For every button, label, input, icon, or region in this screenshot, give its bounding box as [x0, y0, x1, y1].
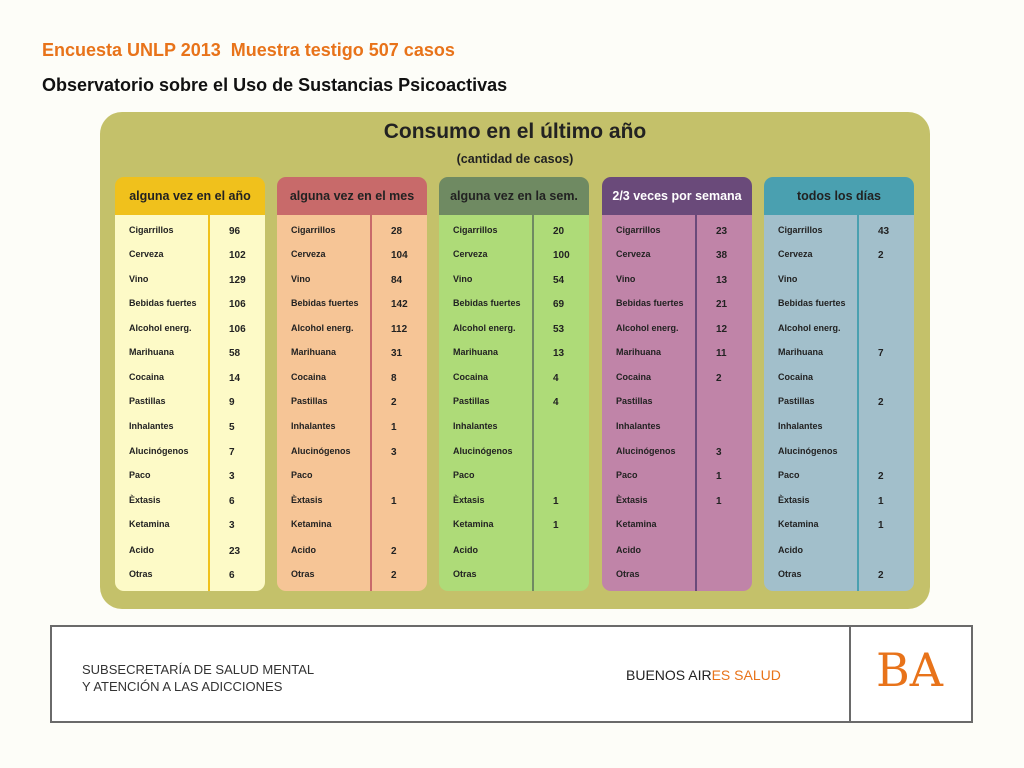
substance-row: [277, 491, 427, 511]
frequency-column: [115, 177, 265, 591]
substance-row: [115, 245, 265, 265]
case-count: 1: [553, 520, 559, 531]
case-count: 14: [229, 373, 241, 384]
substance-row: [602, 466, 752, 486]
substance-name: Alcohol energ.: [616, 323, 679, 333]
substance-row: [115, 221, 265, 241]
substance-row: [115, 294, 265, 314]
substance-name: Cocaina: [453, 372, 489, 382]
case-count: 1: [391, 422, 397, 433]
case-count: 1: [716, 471, 722, 482]
footer-brand: [626, 667, 781, 683]
substance-name: Ketamina: [778, 519, 819, 529]
case-count: 5: [229, 422, 235, 433]
substance-name: Ketamina: [616, 519, 657, 529]
frequency-column: [602, 177, 752, 591]
substance-name: Marihuana: [129, 347, 175, 357]
substance-name: Èxtasis: [778, 495, 810, 505]
case-count: 96: [229, 226, 241, 237]
case-count: 100: [553, 250, 570, 261]
substance-name: Ketamina: [291, 519, 332, 529]
case-count: 54: [553, 275, 565, 286]
case-count: 8: [391, 373, 397, 384]
substance-row: [602, 565, 752, 585]
substance-name: Paco: [616, 470, 638, 480]
case-count: 38: [716, 250, 728, 261]
substance-name: Acido: [453, 545, 479, 555]
case-count: 2: [391, 570, 397, 581]
case-count: 129: [229, 275, 246, 286]
substance-row: [277, 221, 427, 241]
substance-name: Cigarrillos: [616, 225, 661, 235]
substance-row: [764, 541, 914, 561]
substance-name: Acido: [616, 545, 642, 555]
substance-name: Pastillas: [616, 396, 653, 406]
substance-name: Inhalantes: [778, 421, 823, 431]
substance-name: Alcohol energ.: [778, 323, 841, 333]
column-body: [602, 215, 752, 591]
footer-org-line2: Y ATENCIÓN A LAS ADICCIONES: [82, 679, 283, 694]
substance-row: [277, 392, 427, 412]
case-count: 3: [391, 447, 397, 458]
substance-name: Inhalantes: [616, 421, 661, 431]
substance-row: [115, 541, 265, 561]
substance-name: Vino: [291, 274, 311, 284]
substance-name: Acido: [778, 545, 804, 555]
substance-name: Paco: [453, 470, 475, 480]
substance-row: [764, 343, 914, 363]
substance-row: [764, 319, 914, 339]
case-count: 1: [878, 520, 884, 531]
substance-row: [439, 245, 589, 265]
substance-name: Èxtasis: [129, 495, 161, 505]
substance-name: Vino: [129, 274, 149, 284]
substance-row: [277, 245, 427, 265]
case-count: 9: [229, 397, 235, 408]
column-body: [115, 215, 265, 591]
substance-row: [764, 515, 914, 535]
substance-name: Paco: [778, 470, 800, 480]
case-count: 11: [716, 348, 727, 359]
substance-row: [764, 368, 914, 388]
substance-row: [115, 343, 265, 363]
substance-row: [439, 417, 589, 437]
substance-name: Cocaina: [778, 372, 814, 382]
substance-row: [439, 221, 589, 241]
substance-name: Alcohol energ.: [291, 323, 354, 333]
substance-name: Èxtasis: [291, 495, 323, 505]
column-body: [764, 215, 914, 591]
substance-row: [439, 368, 589, 388]
substance-name: Alucinógenos: [616, 446, 676, 456]
substance-name: Vino: [616, 274, 636, 284]
substance-row: [602, 294, 752, 314]
substance-row: [764, 417, 914, 437]
substance-name: Marihuana: [453, 347, 499, 357]
footer-org-line1: SUBSECRETARÍA DE SALUD MENTAL: [82, 662, 315, 677]
substance-row: [277, 294, 427, 314]
substance-name: Alucinógenos: [291, 446, 351, 456]
substance-row: [764, 294, 914, 314]
substance-row: [439, 466, 589, 486]
substance-name: Alucinógenos: [453, 446, 513, 456]
substance-name: Cerveza: [616, 249, 651, 259]
case-count: 2: [878, 471, 884, 482]
substance-name: Cocaina: [616, 372, 652, 382]
substance-row: [277, 319, 427, 339]
substance-row: [115, 466, 265, 486]
footer-banner: [50, 625, 973, 723]
substance-name: Otras: [453, 569, 477, 579]
substance-row: [277, 417, 427, 437]
substance-row: [439, 343, 589, 363]
column-header: todos los días: [764, 177, 914, 215]
case-count: 12: [716, 324, 728, 335]
substance-name: Bebidas fuertes: [291, 298, 359, 308]
substance-name: Acido: [291, 545, 317, 555]
footer-brand-part1: BUENOS AIR: [626, 667, 712, 683]
column-header: 2/3 veces por semana: [602, 177, 752, 215]
substance-name: Bebidas fuertes: [453, 298, 521, 308]
substance-name: Marihuana: [778, 347, 824, 357]
substance-name: Pastillas: [453, 396, 490, 406]
substance-name: Cocaina: [291, 372, 327, 382]
substance-row: [115, 515, 265, 535]
substance-row: [439, 270, 589, 290]
substance-name: Otras: [778, 569, 802, 579]
substance-name: Otras: [616, 569, 640, 579]
substance-row: [277, 442, 427, 462]
case-count: 43: [878, 226, 890, 237]
substance-name: Èxtasis: [453, 495, 485, 505]
substance-row: [764, 270, 914, 290]
footer-organization: [82, 661, 314, 695]
case-count: 102: [229, 250, 246, 261]
column-header: alguna vez en el año: [115, 177, 265, 215]
substance-row: [602, 270, 752, 290]
substance-name: Alcohol energ.: [453, 323, 516, 333]
substance-name: Vino: [453, 274, 473, 284]
substance-row: [277, 368, 427, 388]
case-count: 21: [716, 299, 728, 310]
column-header: alguna vez en el mes: [277, 177, 427, 215]
case-count: 6: [229, 570, 235, 581]
case-count: 3: [229, 520, 235, 531]
substance-row: [439, 541, 589, 561]
case-count: 142: [391, 299, 408, 310]
substance-row: [439, 442, 589, 462]
substance-name: Cerveza: [453, 249, 488, 259]
substance-row: [439, 392, 589, 412]
case-count: 1: [716, 496, 722, 507]
substance-row: [115, 392, 265, 412]
case-count: 13: [716, 275, 728, 286]
case-count: 84: [391, 275, 403, 286]
case-count: 3: [229, 471, 235, 482]
footer-brand-part2: ES SALUD: [711, 667, 781, 683]
frequency-column: [439, 177, 589, 591]
substance-name: Bebidas fuertes: [616, 298, 684, 308]
substance-row: [602, 343, 752, 363]
case-count: 7: [229, 447, 235, 458]
substance-name: Pastillas: [778, 396, 815, 406]
case-count: 20: [553, 226, 565, 237]
substance-row: [115, 270, 265, 290]
frequency-column: [764, 177, 914, 591]
case-count: 2: [716, 373, 722, 384]
page-subtitle: Observatorio sobre el Uso de Sustancias Psicoactivas: [42, 75, 508, 95]
case-count: 7: [878, 348, 884, 359]
substance-row: [115, 491, 265, 511]
substance-row: [602, 515, 752, 535]
column-header: alguna vez en la sem.: [439, 177, 589, 215]
case-count: 2: [391, 397, 397, 408]
consumption-board: [100, 112, 930, 609]
case-count: 112: [391, 324, 408, 335]
substance-name: Otras: [291, 569, 315, 579]
substance-row: [277, 466, 427, 486]
substance-row: [602, 491, 752, 511]
substance-name: Èxtasis: [616, 495, 648, 505]
substance-row: [764, 491, 914, 511]
substance-name: Cerveza: [129, 249, 164, 259]
substance-row: [764, 221, 914, 241]
substance-row: [439, 565, 589, 585]
column-body: [277, 215, 427, 591]
substance-row: [602, 245, 752, 265]
substance-row: [439, 515, 589, 535]
substance-name: Cigarrillos: [291, 225, 336, 235]
substance-row: [439, 491, 589, 511]
case-count: 2: [878, 397, 884, 408]
substance-name: Inhalantes: [453, 421, 498, 431]
substance-name: Alcohol energ.: [129, 323, 192, 333]
frequency-column: [277, 177, 427, 591]
case-count: 104: [391, 250, 408, 261]
case-count: 13: [553, 348, 565, 359]
substance-row: [439, 319, 589, 339]
substance-row: [602, 442, 752, 462]
case-count: 1: [391, 496, 397, 507]
substance-row: [602, 392, 752, 412]
case-count: 4: [553, 373, 559, 384]
substance-row: [602, 417, 752, 437]
substance-name: Inhalantes: [291, 421, 336, 431]
substance-row: [764, 245, 914, 265]
substance-name: Cigarrillos: [129, 225, 174, 235]
case-count: 23: [229, 546, 241, 557]
substance-name: Pastillas: [291, 396, 328, 406]
substance-row: [764, 442, 914, 462]
column-body: [439, 215, 589, 591]
substance-row: [277, 343, 427, 363]
case-count: 106: [229, 324, 246, 335]
case-count: 6: [229, 496, 235, 507]
case-count: 69: [553, 299, 565, 310]
substance-row: [602, 541, 752, 561]
substance-name: Cigarrillos: [453, 225, 498, 235]
case-count: 53: [553, 324, 565, 335]
substance-name: Alucinógenos: [778, 446, 838, 456]
case-count: 2: [878, 570, 884, 581]
substance-row: [764, 392, 914, 412]
case-count: 31: [391, 348, 403, 359]
substance-name: Bebidas fuertes: [129, 298, 197, 308]
case-count: 4: [553, 397, 559, 408]
substance-row: [277, 565, 427, 585]
substance-row: [764, 565, 914, 585]
case-count: 3: [716, 447, 722, 458]
case-count: 1: [553, 496, 559, 507]
substance-row: [602, 319, 752, 339]
page-title: Encuesta UNLP 2013 Muestra testigo 507 casos: [42, 40, 455, 60]
footer-divider: [849, 627, 851, 721]
substance-name: Alucinógenos: [129, 446, 189, 456]
substance-row: [115, 319, 265, 339]
substance-name: Paco: [129, 470, 151, 480]
case-count: 28: [391, 226, 403, 237]
substance-name: Marihuana: [616, 347, 662, 357]
substance-row: [602, 221, 752, 241]
substance-row: [115, 368, 265, 388]
substance-row: [439, 294, 589, 314]
substance-row: [277, 515, 427, 535]
substance-row: [602, 368, 752, 388]
substance-row: [764, 466, 914, 486]
substance-name: Cerveza: [778, 249, 813, 259]
substance-name: Cocaina: [129, 372, 165, 382]
substance-name: Acido: [129, 545, 155, 555]
case-count: 23: [716, 226, 728, 237]
substance-name: Inhalantes: [129, 421, 174, 431]
substance-name: Bebidas fuertes: [778, 298, 846, 308]
substance-name: Paco: [291, 470, 313, 480]
substance-name: Otras: [129, 569, 153, 579]
ba-logo: BA: [876, 643, 944, 697]
substance-row: [277, 270, 427, 290]
substance-name: Cerveza: [291, 249, 326, 259]
substance-name: Cigarrillos: [778, 225, 823, 235]
substance-row: [115, 417, 265, 437]
substance-name: Ketamina: [453, 519, 494, 529]
case-count: 58: [229, 348, 241, 359]
substance-name: Marihuana: [291, 347, 337, 357]
substance-row: [115, 565, 265, 585]
substance-name: Ketamina: [129, 519, 170, 529]
board-title: Consumo en el último año: [383, 120, 647, 143]
board-subtitle: (cantidad de casos): [456, 152, 574, 166]
case-count: 2: [878, 250, 884, 261]
substance-row: [115, 442, 265, 462]
case-count: 2: [391, 546, 397, 557]
substance-name: Vino: [778, 274, 798, 284]
case-count: 106: [229, 299, 246, 310]
substance-row: [277, 541, 427, 561]
case-count: 1: [878, 496, 884, 507]
substance-name: Pastillas: [129, 396, 166, 406]
